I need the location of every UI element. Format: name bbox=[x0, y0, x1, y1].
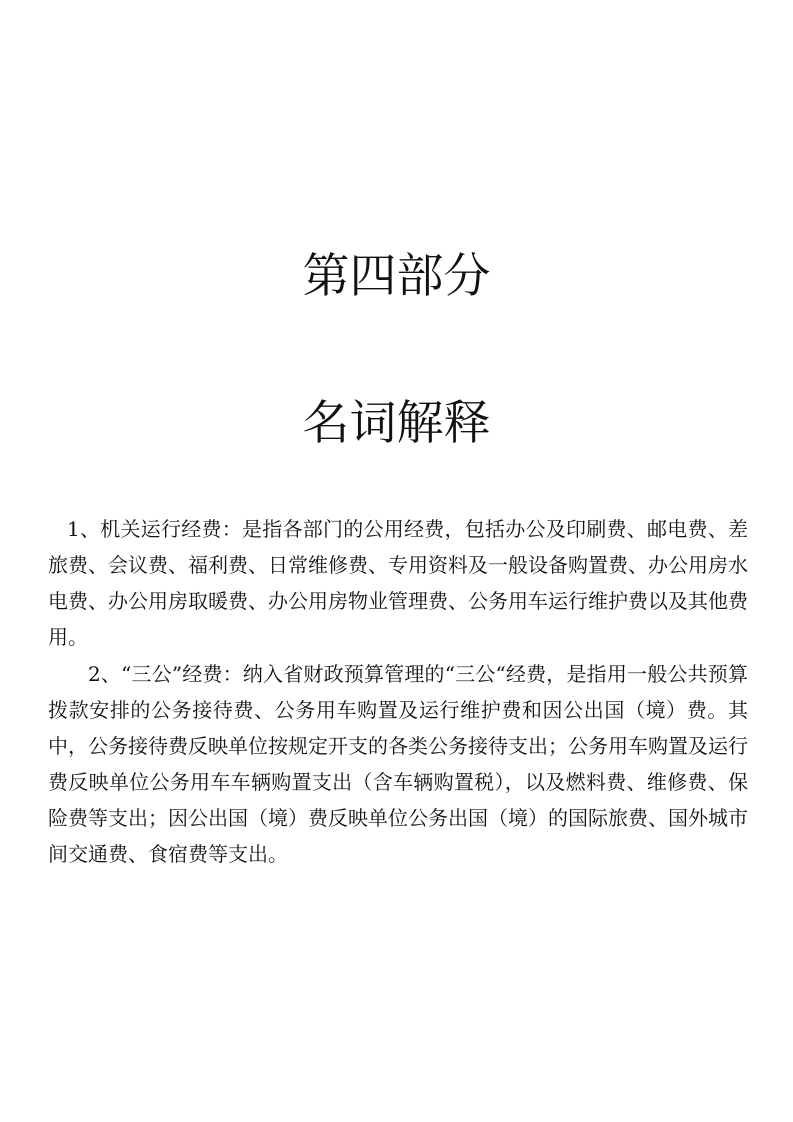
section-title: 名词解释 bbox=[302, 396, 491, 451]
part-title: 第四部分 bbox=[302, 249, 491, 304]
glossary-entry-three-public-expenses: 2、“三公”经费：纳入省财政预算管理的“三公“经费，是指用一般公共预算拨款安排的公务接待费、公务用车购置及运行维护费和因公出国（境）费。其中，公务接待费反映单位按规定开支的各类公务接待支出；公务用车购置及运行费反映单位公务用车车辆购置支出（含车辆购置税），以及燃料费、维修费、保险费等支出；因公出国（境）费反映单位公务出国（境）的国际旅费、国外城市间交通费、食宿费等支出。 bbox=[48, 662, 748, 866]
glossary-body bbox=[48, 511, 748, 872]
glossary-entry-operating-expenses: 1、机关运行经费：是指各部门的公用经费，包括办公及印刷费、邮电费、差旅费、会议费、福利费、日常维修费、专用资料及一般设备购置费、办公用房水电费、办公用房取暖费、办公用房物业管理费、公务用车运行维护费以及其他费用。 bbox=[48, 517, 748, 649]
